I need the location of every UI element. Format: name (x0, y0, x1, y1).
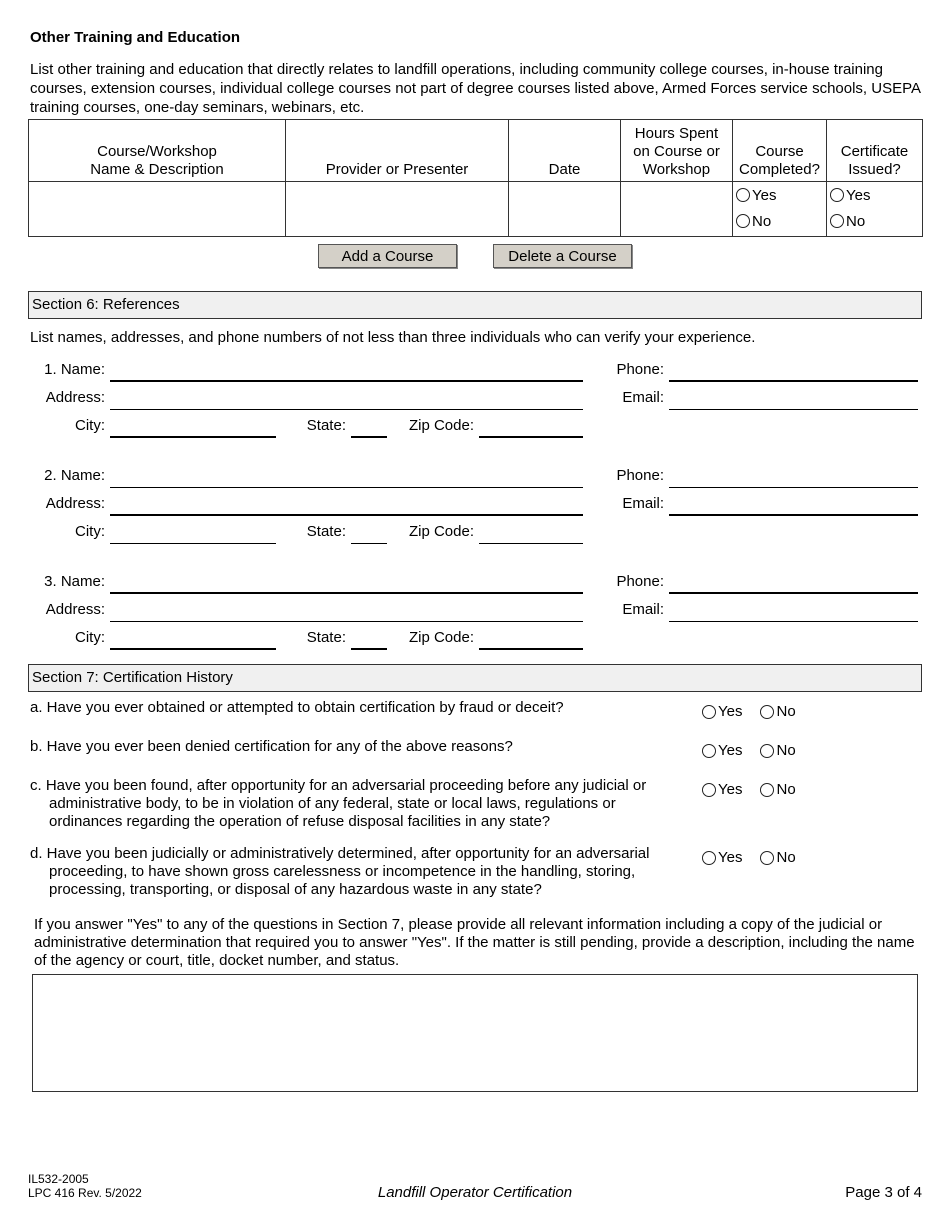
references-intro: List names, addresses, and phone numbers of not less than three individuals who can verify your experience. (30, 329, 756, 346)
question-c-options (702, 781, 796, 798)
question-c-no-radio[interactable]: No (760, 781, 795, 798)
ref1-name-label: 1. Name: (44, 361, 105, 378)
ref3-phone-field[interactable] (669, 592, 918, 594)
question-a: a. Have you ever obtained or attempted to obtain certification by fraud or deceit? (30, 699, 564, 716)
ref1-state-label: State: (306, 417, 346, 434)
ref2-address-field[interactable] (110, 514, 583, 516)
courses-table (28, 119, 923, 237)
ref1-address-field[interactable] (110, 409, 583, 410)
radio-circle-icon (702, 783, 716, 797)
question-b: b. Have you ever been denied certification for any of the above reasons? (30, 738, 513, 755)
ref1-city-label: City: (75, 417, 105, 434)
ref3-address-field[interactable] (110, 621, 583, 622)
question-a-yes-radio[interactable]: Yes (702, 703, 742, 720)
question-b-no-radio[interactable]: No (760, 742, 795, 759)
col-hours: Hours Spent on Course or Workshop (621, 120, 733, 182)
ref1-city-field[interactable] (110, 436, 276, 438)
ref2-zip-label: Zip Code: (408, 523, 474, 540)
ref2-city-label: City: (75, 523, 105, 540)
certificate-cell (827, 182, 923, 237)
ref3-email-label: Email: (622, 601, 664, 618)
ref3-name-field[interactable] (110, 592, 583, 594)
radio-circle-icon (760, 783, 774, 797)
form-revision: LPC 416 Rev. 5/2022 (28, 1186, 142, 1200)
ref3-name-label: 3. Name: (44, 573, 105, 590)
question-a-options (702, 703, 796, 720)
section-6-bar (28, 291, 922, 319)
date-cell[interactable] (509, 182, 621, 237)
question-d: d. Have you been judicially or administratively determined, after opportunity for an adversarial proceeding, to have shown gross carelessness or incompetence in the handling, storing, processing, transporting, or disposal of any hazardous waste in any state? (30, 845, 650, 898)
ref2-zip-field[interactable] (479, 543, 583, 544)
radio-circle-icon (830, 214, 844, 228)
footer-title: Landfill Operator Certification (377, 1184, 573, 1201)
radio-circle-icon (702, 851, 716, 865)
ref3-zip-label: Zip Code: (408, 629, 474, 646)
col-course: Course/Workshop Name & Description (29, 120, 286, 182)
course-name-cell[interactable] (29, 182, 286, 237)
ref3-phone-label: Phone: (616, 573, 664, 590)
form-id: IL532-2005 (28, 1172, 89, 1186)
section-7-title: Section 7: Certification History (32, 669, 233, 686)
table-row (29, 182, 923, 237)
delete-course-button[interactable]: Delete a Course (493, 244, 632, 268)
ref1-zip-label: Zip Code: (408, 417, 474, 434)
section-7-bar (28, 664, 922, 692)
ref1-phone-label: Phone: (616, 361, 664, 378)
radio-circle-icon (830, 188, 844, 202)
ref3-state-field[interactable] (351, 648, 387, 650)
ref3-email-field[interactable] (669, 621, 918, 622)
ref2-email-label: Email: (622, 495, 664, 512)
ref3-city-field[interactable] (110, 648, 276, 650)
col-completed: Course Completed? (733, 120, 827, 182)
ref1-email-label: Email: (622, 389, 664, 406)
provider-cell[interactable] (286, 182, 509, 237)
ref1-email-field[interactable] (669, 409, 918, 410)
radio-circle-icon (736, 214, 750, 228)
question-a-no-radio[interactable]: No (760, 703, 795, 720)
explanation-instructions: If you answer "Yes" to any of the questions in Section 7, please provide all relevant information including a copy of the judicial or administrative determination that required you to answer "Yes". If the matter is still pending, provide a description, including the name of the agency or court, title, docket number, and status. (34, 916, 915, 969)
col-certificate: Certificate Issued? (827, 120, 923, 182)
ref2-phone-label: Phone: (616, 467, 664, 484)
question-d-yes-radio[interactable]: Yes (702, 849, 742, 866)
ref2-phone-field[interactable] (669, 487, 918, 488)
completed-no-radio[interactable]: No (733, 208, 826, 234)
ref3-city-label: City: (75, 629, 105, 646)
question-c-yes-radio[interactable]: Yes (702, 781, 742, 798)
ref1-zip-field[interactable] (479, 436, 583, 438)
ref1-name-field[interactable] (110, 380, 583, 382)
question-b-options (702, 742, 796, 759)
ref2-email-field[interactable] (669, 514, 918, 516)
training-intro: List other training and education that directly relates to landfill operations, including community college courses, in-house training courses, extension courses, individual college courses not part of degree courses listed above, Armed Forces service schools, USEPA training courses, one-day seminars, webinars, etc. (30, 61, 921, 116)
ref1-state-field[interactable] (351, 436, 387, 438)
question-b-yes-radio[interactable]: Yes (702, 742, 742, 759)
radio-circle-icon (736, 188, 750, 202)
ref2-state-label: State: (306, 523, 346, 540)
radio-circle-icon (702, 744, 716, 758)
col-date: Date (509, 120, 621, 182)
question-c: c. Have you been found, after opportunity for an adversarial proceeding before any judicial or administrative body, to be in violation of any federal, state or local laws, regulations or ordinances regarding the operation of refuse disposal facilities in any state? (30, 777, 647, 830)
ref3-zip-field[interactable] (479, 648, 583, 650)
certificate-yes-radio[interactable]: Yes (827, 182, 922, 208)
question-d-no-radio[interactable]: No (760, 849, 795, 866)
training-title: Other Training and Education (30, 29, 241, 46)
radio-circle-icon (760, 744, 774, 758)
ref1-address-label: Address: (45, 389, 105, 406)
ref1-phone-field[interactable] (669, 380, 918, 382)
explanation-textbox[interactable] (32, 974, 918, 1092)
completed-cell (733, 182, 827, 237)
completed-yes-radio[interactable]: Yes (733, 182, 826, 208)
certificate-no-radio[interactable]: No (827, 208, 922, 234)
ref2-state-field[interactable] (351, 543, 387, 544)
ref3-address-label: Address: (45, 601, 105, 618)
ref3-state-label: State: (306, 629, 346, 646)
col-provider: Provider or Presenter (286, 120, 509, 182)
radio-circle-icon (702, 705, 716, 719)
ref2-name-field[interactable] (110, 487, 583, 488)
radio-circle-icon (760, 851, 774, 865)
question-d-options (702, 849, 796, 866)
ref2-address-label: Address: (45, 495, 105, 512)
page-number: Page 3 of 4 (845, 1184, 922, 1201)
add-course-button[interactable]: Add a Course (318, 244, 457, 268)
hours-cell[interactable] (621, 182, 733, 237)
ref2-name-label: 2. Name: (44, 467, 105, 484)
radio-circle-icon (760, 705, 774, 719)
section-6-title: Section 6: References (32, 296, 180, 313)
ref2-city-field[interactable] (110, 543, 276, 544)
